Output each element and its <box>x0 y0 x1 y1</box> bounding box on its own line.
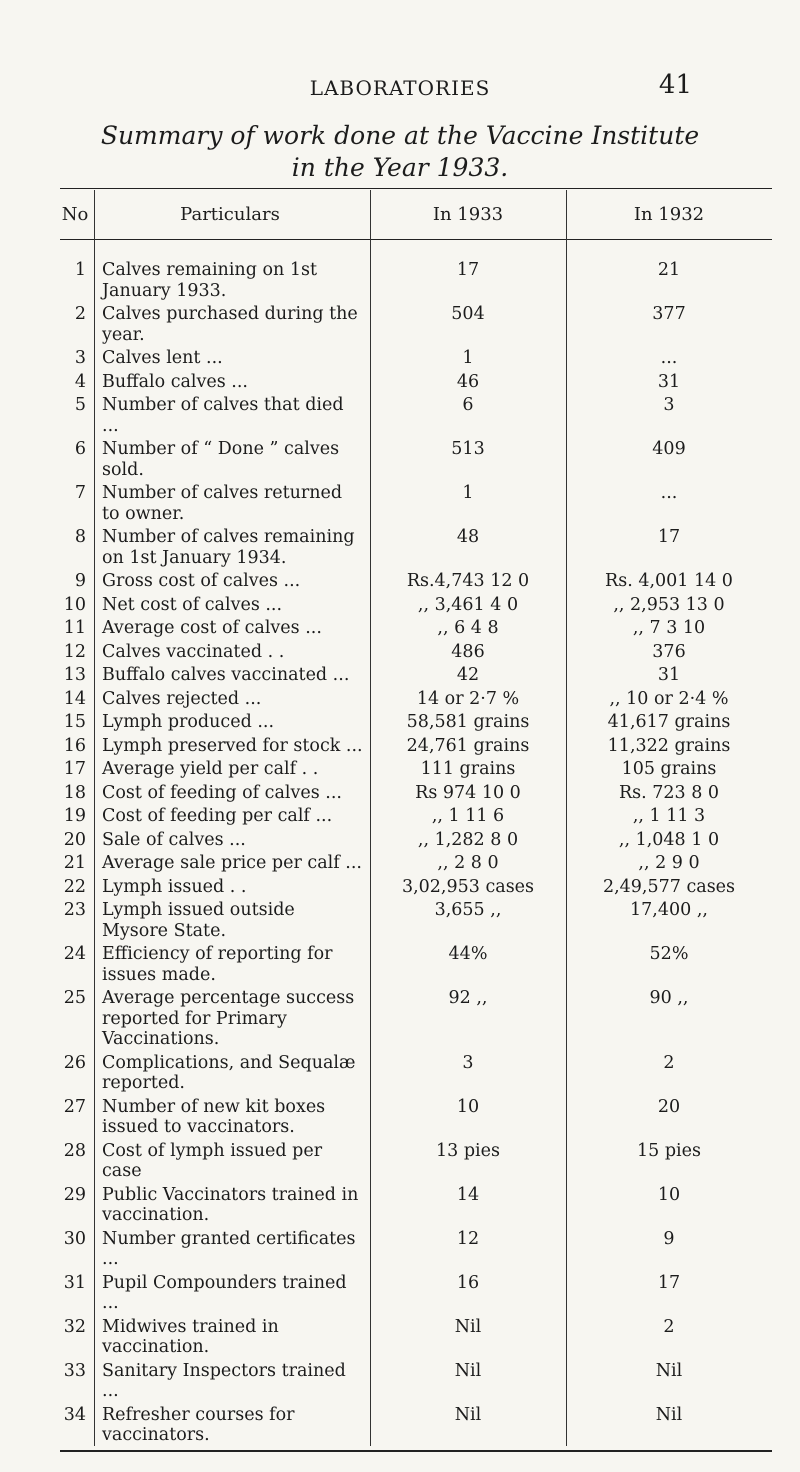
row-number: 21 <box>63 853 86 873</box>
row-number: 30 <box>63 1228 86 1249</box>
row-particulars: Number of calves that died ... <box>102 395 344 436</box>
title-line-1: Summary of work done at the Vaccine Institute <box>100 121 700 150</box>
row-value-1932: ,, 7 3 10 <box>632 618 706 638</box>
row-value-1932: 2,49,577 cases <box>602 876 736 897</box>
table-row <box>60 1273 772 1314</box>
table-row <box>60 689 772 710</box>
table-row <box>60 395 772 436</box>
table-row <box>60 1053 772 1094</box>
row-number: 12 <box>63 641 86 662</box>
header-particulars: Particulars <box>180 203 280 225</box>
table-row <box>60 260 772 301</box>
row-number: 4 <box>74 371 86 392</box>
header-no: No <box>61 203 89 225</box>
table-row <box>60 712 772 733</box>
table-row <box>60 439 772 480</box>
row-particulars: Average yield per calf . . <box>102 759 319 779</box>
row-particulars: Net cost of calves ... <box>102 594 283 615</box>
table-row <box>60 527 772 568</box>
table-header-row <box>60 189 772 239</box>
table-row <box>60 830 772 851</box>
row-number: 6 <box>74 439 86 459</box>
table-row <box>60 1317 772 1358</box>
table-row <box>60 618 772 639</box>
table-row <box>60 944 772 985</box>
row-number: 2 <box>74 304 86 324</box>
row-particulars: Lymph issued . . <box>102 876 247 897</box>
row-particulars: Number of calves returned to owner. <box>102 483 343 524</box>
row-number: 24 <box>63 944 86 964</box>
title-line-2: in the Year 1933. <box>291 153 509 182</box>
table-row <box>60 1229 772 1270</box>
row-particulars: Refresher courses for vaccinators. <box>102 1404 295 1445</box>
row-particulars: Number of “ Done ” calves sold. <box>102 439 340 480</box>
row-value-1933: 1 <box>462 483 474 503</box>
row-number: 8 <box>74 527 86 547</box>
row-value-1932: ,, 1,048 1 0 <box>618 829 720 850</box>
row-value-1933: Rs 974 10 0 <box>415 782 521 803</box>
row-value-1932: ,, 2 9 0 <box>638 853 700 873</box>
row-particulars: Average sale price per calf ... <box>102 853 362 873</box>
document-title <box>0 120 800 184</box>
row-value-1933: 14 or 2·7 % <box>416 688 520 709</box>
row-value-1932: Nil <box>655 1360 683 1381</box>
table-row <box>60 900 772 941</box>
row-particulars: Public Vaccinators trained in vaccination. <box>102 1184 359 1225</box>
row-value-1932: 31 <box>657 371 681 392</box>
row-value-1932: Rs. 4,001 14 0 <box>605 571 733 591</box>
row-value-1933: 1 <box>462 348 474 368</box>
row-particulars: Cost of lymph issued per case <box>102 1140 323 1181</box>
row-particulars: Buffalo calves vaccinated ... <box>102 665 350 685</box>
row-particulars: Sanitary Inspectors trained ... <box>102 1360 346 1401</box>
row-value-1933: 3,655 ,, <box>434 900 502 920</box>
row-value-1932: 2 <box>663 1052 675 1073</box>
row-value-1932: 2 <box>663 1316 675 1337</box>
page-number: 41 <box>658 70 692 100</box>
table-row <box>60 759 772 780</box>
header-1932: In 1932 <box>633 203 705 225</box>
row-number: 16 <box>63 735 86 756</box>
row-value-1933: 111 grains <box>420 759 516 779</box>
row-value-1933: 58,581 grains <box>406 712 530 732</box>
row-number: 15 <box>63 712 86 732</box>
row-value-1932: 21 <box>657 260 681 280</box>
column-divider <box>370 190 371 1446</box>
row-value-1933: 42 <box>456 665 480 685</box>
row-value-1932: ,, 1 11 3 <box>632 806 706 826</box>
row-value-1933: ,, 3,461 4 0 <box>417 594 519 615</box>
row-value-1932: 11,322 grains <box>607 735 731 756</box>
row-value-1932: 90 ,, <box>649 988 689 1008</box>
row-particulars: Average percentage success reported for Primary Vaccinations. <box>102 988 355 1049</box>
running-title: LABORATORIES <box>309 76 491 100</box>
row-value-1933: Nil <box>454 1404 482 1425</box>
row-value-1932: Nil <box>655 1404 683 1425</box>
row-value-1933: 14 <box>456 1184 480 1205</box>
row-value-1933: Rs.4,743 12 0 <box>406 571 530 591</box>
row-particulars: Calves purchased during the year. <box>102 304 358 345</box>
row-value-1933: 24,761 grains <box>406 735 530 756</box>
row-value-1933: 16 <box>456 1272 480 1293</box>
row-value-1932: ,, 10 or 2·4 % <box>609 688 729 709</box>
row-number: 33 <box>63 1360 86 1381</box>
row-value-1932: 10 <box>657 1184 681 1205</box>
table-row <box>60 877 772 898</box>
row-value-1933: 12 <box>456 1228 480 1249</box>
table-row <box>60 783 772 804</box>
row-particulars: Cost of feeding per calf ... <box>102 806 333 826</box>
row-number: 27 <box>63 1096 86 1117</box>
row-number: 14 <box>63 688 86 709</box>
row-value-1932: 409 <box>652 439 686 459</box>
row-particulars: Lymph produced ... <box>102 712 275 732</box>
row-value-1932: 41,617 grains <box>607 712 731 732</box>
row-value-1933: 48 <box>456 527 480 547</box>
row-value-1933: Nil <box>454 1316 482 1337</box>
row-value-1933: 513 <box>451 439 485 459</box>
row-value-1932: ... <box>660 348 678 368</box>
table-row <box>60 1361 772 1402</box>
row-particulars: Number of calves remaining on 1st January 1934. <box>102 527 355 568</box>
row-particulars: Sale of calves ... <box>102 829 246 850</box>
row-value-1933: ,, 2 8 0 <box>437 853 499 873</box>
page-header <box>0 70 800 106</box>
row-particulars: Complications, and Sequalæ reported. <box>102 1052 356 1093</box>
row-number: 3 <box>74 348 86 368</box>
row-particulars: Gross cost of calves ... <box>102 571 301 591</box>
row-value-1932: 20 <box>657 1096 681 1117</box>
table-row <box>60 1185 772 1226</box>
table-row <box>60 595 772 616</box>
row-value-1933: 6 <box>462 395 474 415</box>
row-particulars: Buffalo calves ... <box>102 371 248 392</box>
row-number: 32 <box>63 1316 86 1337</box>
row-particulars: Lymph preserved for stock ... <box>102 735 363 756</box>
row-number: 19 <box>63 806 86 826</box>
row-value-1933: ,, 1 11 6 <box>431 806 505 826</box>
row-particulars: Midwives trained in vaccination. <box>102 1316 279 1357</box>
row-value-1932: ... <box>660 483 678 503</box>
summary-table <box>60 188 772 1452</box>
table-header-rule <box>60 239 772 240</box>
row-number: 1 <box>74 260 86 280</box>
row-value-1932: 376 <box>652 641 686 662</box>
row-value-1932: 9 <box>663 1228 675 1249</box>
row-value-1933: 17 <box>456 260 480 280</box>
row-value-1933: 486 <box>451 641 485 662</box>
row-particulars: Pupil Compounders trained ... <box>102 1272 347 1313</box>
table-row <box>60 642 772 663</box>
row-value-1933: 44% <box>448 944 488 964</box>
row-value-1932: 17 <box>657 527 681 547</box>
row-value-1933: 504 <box>451 304 485 324</box>
row-value-1933: Nil <box>454 1360 482 1381</box>
row-value-1932: 105 grains <box>621 759 717 779</box>
table-body <box>60 260 772 1446</box>
header-1933: In 1933 <box>432 203 504 225</box>
row-number: 18 <box>63 782 86 803</box>
table-row <box>60 988 772 1050</box>
row-value-1932: 31 <box>657 665 681 685</box>
row-number: 13 <box>63 665 86 685</box>
table-bottom-rule <box>60 1450 772 1452</box>
table-row <box>60 665 772 686</box>
row-value-1932: Rs. 723 8 0 <box>618 782 720 803</box>
table-row <box>60 806 772 827</box>
row-number: 23 <box>63 900 86 920</box>
row-value-1933: 3,02,953 cases <box>401 876 535 897</box>
row-particulars: Calves remaining on 1st January 1933. <box>102 260 317 301</box>
table-row <box>60 1405 772 1446</box>
row-particulars: Calves vaccinated . . <box>102 641 285 662</box>
column-divider <box>94 190 95 1446</box>
table-row <box>60 483 772 524</box>
row-value-1933: 46 <box>456 371 480 392</box>
row-particulars: Number of new kit boxes issued to vaccinators. <box>102 1096 326 1137</box>
row-value-1932: 52% <box>649 944 689 964</box>
row-value-1933: 13 pies <box>436 1140 500 1161</box>
row-value-1933: 92 ,, <box>448 988 488 1008</box>
row-number: 34 <box>63 1404 86 1425</box>
row-value-1933: 10 <box>456 1096 480 1117</box>
table-row <box>60 736 772 757</box>
table-row <box>60 1097 772 1138</box>
row-number: 26 <box>63 1052 86 1073</box>
row-value-1932: 3 <box>663 395 675 415</box>
row-value-1932: 15 pies <box>637 1140 701 1161</box>
row-value-1932: 377 <box>652 304 686 324</box>
row-number: 31 <box>63 1272 86 1293</box>
row-value-1932: 17 <box>657 1272 681 1293</box>
row-particulars: Number granted certificates ... <box>102 1228 356 1269</box>
row-value-1933: ,, 1,282 8 0 <box>417 829 519 850</box>
table-row <box>60 571 772 592</box>
row-number: 7 <box>74 483 86 503</box>
row-number: 5 <box>74 395 86 415</box>
row-particulars: Calves lent ... <box>102 348 223 368</box>
row-number: 10 <box>63 594 86 615</box>
row-value-1932: ,, 2,953 13 0 <box>613 594 725 615</box>
row-particulars: Efficiency of reporting for issues made. <box>102 944 333 985</box>
row-value-1933: ,, 6 4 8 <box>437 618 499 638</box>
row-particulars: Lymph issued outside Mysore State. <box>102 900 295 941</box>
table-row <box>60 348 772 369</box>
row-number: 17 <box>63 759 86 779</box>
row-number: 22 <box>63 876 86 897</box>
row-number: 29 <box>63 1184 86 1205</box>
row-value-1932: 17,400 ,, <box>630 900 708 920</box>
row-number: 20 <box>63 829 86 850</box>
table-row <box>60 304 772 345</box>
row-particulars: Calves rejected ... <box>102 688 262 709</box>
row-particulars: Average cost of calves ... <box>102 618 322 638</box>
column-divider <box>566 190 567 1446</box>
row-number: 9 <box>74 571 86 591</box>
table-row <box>60 853 772 874</box>
row-value-1933: 3 <box>462 1052 474 1073</box>
row-number: 28 <box>63 1140 86 1161</box>
row-particulars: Cost of feeding of calves ... <box>102 782 342 803</box>
table-row <box>60 372 772 393</box>
row-number: 11 <box>63 618 86 638</box>
table-row <box>60 1141 772 1182</box>
row-number: 25 <box>63 988 86 1008</box>
